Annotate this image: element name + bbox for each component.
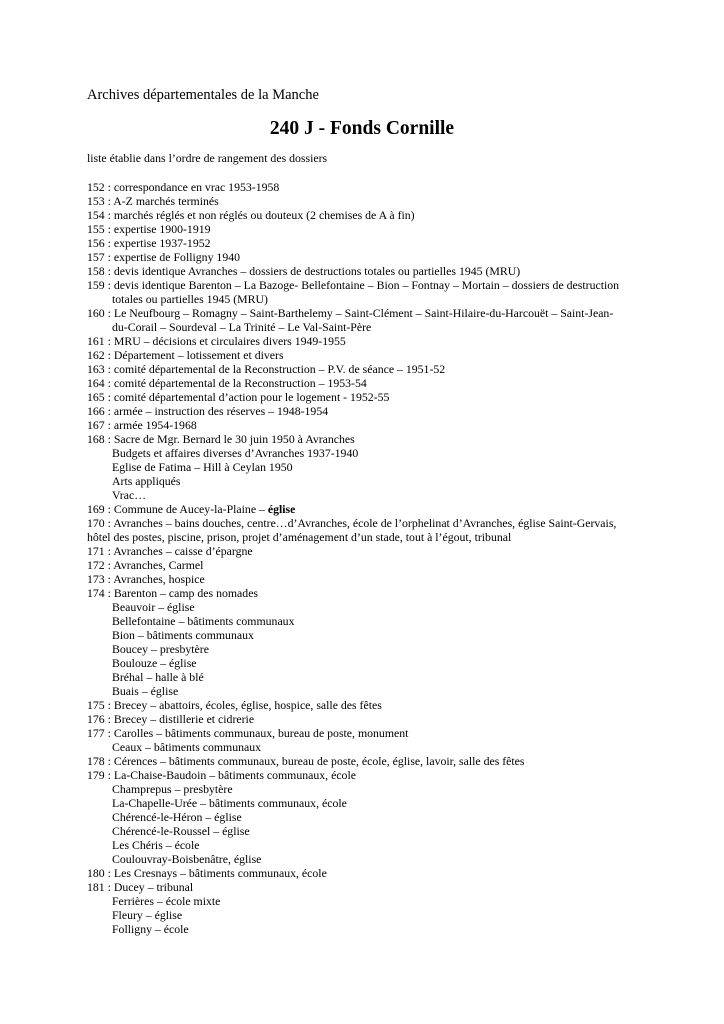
list-item-text: 170 : Avranches – bains douches, centre…d’Avranches, école de l’orphelinat d’Avranches, église Saint-Gervais,	[87, 516, 617, 530]
list-item-text: 175 : Brecey – abattoirs, écoles, église, hospice, salle des fêtes	[87, 698, 382, 712]
list-item-text: Bion – bâtiments communaux	[112, 628, 254, 642]
list-item	[87, 866, 667, 880]
list-item-text: 152 : correspondance en vrac 1953-1958	[87, 180, 280, 194]
archive-name: Archives départementales de la Manche	[87, 87, 319, 103]
list-item-continuation	[87, 642, 667, 656]
list-item-continuation	[87, 488, 667, 502]
list-item	[87, 880, 667, 894]
list-item	[87, 208, 667, 222]
list-item	[87, 264, 667, 278]
list-item	[87, 586, 667, 600]
list-item-text: Boulouze – église	[112, 656, 197, 670]
list-item	[87, 418, 667, 432]
list-item-text: Les Chéris – école	[112, 838, 200, 852]
list-item	[87, 194, 667, 208]
list-item-text: 167 : armée 1954-1968	[87, 418, 197, 432]
file-list	[87, 180, 667, 936]
list-item	[87, 376, 667, 390]
list-item-text: 162 : Département – lotissement et divers	[87, 348, 284, 362]
list-item-text: 178 : Cérences – bâtiments communaux, bureau de poste, école, église, lavoir, salle des fêtes	[87, 754, 525, 768]
list-item-text: 168 : Sacre de Mgr. Bernard le 30 juin 1950 à Avranches	[87, 432, 355, 446]
list-item-text: 157 : expertise de Folligny 1940	[87, 250, 241, 264]
list-item-text: 160 : Le Neufbourg – Romagny – Saint-Barthelemy – Saint-Clément – Saint-Hilaire-du-Harcouët – Saint-Jean-	[87, 306, 614, 320]
list-item	[87, 250, 667, 264]
list-item	[87, 278, 667, 292]
list-item-text: Chérencé-le-Héron – église	[112, 810, 242, 824]
list-item-text: Vrac…	[112, 488, 147, 502]
list-item-text: Ceaux – bâtiments communaux	[112, 740, 262, 754]
list-item-continuation	[87, 446, 667, 460]
list-item-emphasis: église	[267, 502, 296, 516]
list-item	[87, 390, 667, 404]
list-item-text: Bréhal – halle à blé	[112, 670, 204, 684]
list-item	[87, 222, 667, 236]
list-item	[87, 516, 667, 530]
list-item	[87, 180, 667, 194]
list-item-continuation	[87, 628, 667, 642]
list-item-text: Chérencé-le-Roussel – église	[112, 824, 250, 838]
list-item-text: La-Chapelle-Urée – bâtiments communaux, école	[112, 796, 347, 810]
list-item-text: 179 : La-Chaise-Baudoin – bâtiments communaux, école	[87, 768, 356, 782]
list-item-text: totales ou partielles 1945 (MRU)	[112, 292, 268, 306]
list-item	[87, 698, 667, 712]
list-item-text: 161 : MRU – décisions et circulaires divers 1949-1955	[87, 334, 346, 348]
list-item-text: hôtel des postes, piscine, prison, projet d’aménagement d’un stade, tout à l’égout, tribunal	[87, 530, 512, 544]
list-item-text: 176 : Brecey – distillerie et cidrerie	[87, 712, 255, 726]
list-item-text: du-Corail – Sourdeval – La Trinité – Le Val-Saint-Père	[112, 320, 372, 334]
list-item-text: Boucey – presbytère	[112, 642, 209, 656]
list-item-text: 166 : armée – instruction des réserves – 1948-1954	[87, 404, 329, 418]
list-item-continuation	[87, 460, 667, 474]
list-item-continuation	[87, 320, 667, 334]
list-item-text: 158 : devis identique Avranches – dossiers de destructions totales ou partielles 1945 (MRU)	[87, 264, 521, 278]
list-item	[87, 544, 667, 558]
page-subtitle: liste établie dans l’ordre de rangement des dossiers	[87, 151, 328, 165]
list-item-continuation	[87, 292, 667, 306]
list-item-text: Beauvoir – église	[112, 600, 195, 614]
list-item	[87, 404, 667, 418]
list-item-continuation	[87, 810, 667, 824]
list-item-text: 165 : comité départemental d’action pour le logement - 1952-55	[87, 390, 390, 404]
list-item-text: Budgets et affaires diverses d’Avranches 1937-1940	[112, 446, 359, 460]
list-item-text: 155 : expertise 1900-1919	[87, 222, 211, 236]
list-item-continuation	[87, 922, 667, 936]
list-item	[87, 432, 667, 446]
list-item-continuation	[87, 656, 667, 670]
page-title: 240 J - Fonds Cornille	[269, 118, 455, 139]
list-item	[87, 236, 667, 250]
list-item-continuation	[87, 908, 667, 922]
list-item	[87, 502, 667, 516]
list-item	[87, 754, 667, 768]
list-item-text: 163 : comité départemental de la Reconstruction – P.V. de séance – 1951-52	[87, 362, 446, 376]
list-item-text: Champrepus – presbytère	[112, 782, 233, 796]
list-item-text: 174 : Barenton – camp des nomades	[87, 586, 259, 600]
list-item-text: 169 : Commune de Aucey-la-Plaine –	[87, 502, 268, 516]
list-item-continuation	[87, 852, 667, 866]
list-item-text: 164 : comité départemental de la Reconstruction – 1953-54	[87, 376, 367, 390]
list-item-text: Arts appliqués	[112, 474, 181, 488]
list-item-continuation	[87, 600, 667, 614]
list-item-continuation	[87, 684, 667, 698]
list-item	[87, 362, 667, 376]
list-item-text: 154 : marchés réglés et non réglés ou douteux (2 chemises de A à fin)	[87, 208, 415, 222]
list-item-text: 159 : devis identique Barenton – La Bazoge- Bellefontaine – Bion – Fontnay – Mortain – dossiers de destruction	[87, 278, 620, 292]
list-item-continuation	[87, 838, 667, 852]
list-item-text: Eglise de Fatima – Hill à Ceylan 1950	[112, 460, 293, 474]
list-item	[87, 306, 667, 320]
list-item	[87, 558, 667, 572]
list-item	[87, 334, 667, 348]
list-item-continuation	[87, 670, 667, 684]
list-item-text: Fleury – église	[112, 908, 183, 922]
list-item-continuation	[87, 740, 667, 754]
list-item-text: 156 : expertise 1937-1952	[87, 236, 211, 250]
list-item-continuation	[87, 796, 667, 810]
list-item-text: Buais – église	[112, 684, 179, 698]
list-item-text: 180 : Les Cresnays – bâtiments communaux, école	[87, 866, 327, 880]
list-item-text: 181 : Ducey – tribunal	[87, 880, 194, 894]
list-item-continuation	[87, 824, 667, 838]
list-item	[87, 768, 667, 782]
list-item	[87, 726, 667, 740]
list-item	[87, 712, 667, 726]
list-item-text: 172 : Avranches, Carmel	[87, 558, 204, 572]
list-item-text: 173 : Avranches, hospice	[87, 572, 205, 586]
list-item-continuation	[87, 614, 667, 628]
list-item-text: Ferrières – école mixte	[112, 894, 221, 908]
list-item-text: 153 : A-Z marchés terminés	[87, 194, 219, 208]
list-item	[87, 348, 667, 362]
list-item-continuation	[87, 782, 667, 796]
list-item-text: Bellefontaine – bâtiments communaux	[112, 614, 295, 628]
list-item-text: Coulouvray-Boisbenâtre, église	[112, 852, 262, 866]
list-item-continuation	[87, 474, 667, 488]
list-item	[87, 530, 667, 544]
list-item-continuation	[87, 894, 667, 908]
list-item	[87, 572, 667, 586]
list-item-text: 177 : Carolles – bâtiments communaux, bureau de poste, monument	[87, 726, 409, 740]
list-item-text: 171 : Avranches – caisse d’épargne	[87, 544, 253, 558]
list-item-text: Folligny – école	[112, 922, 189, 936]
